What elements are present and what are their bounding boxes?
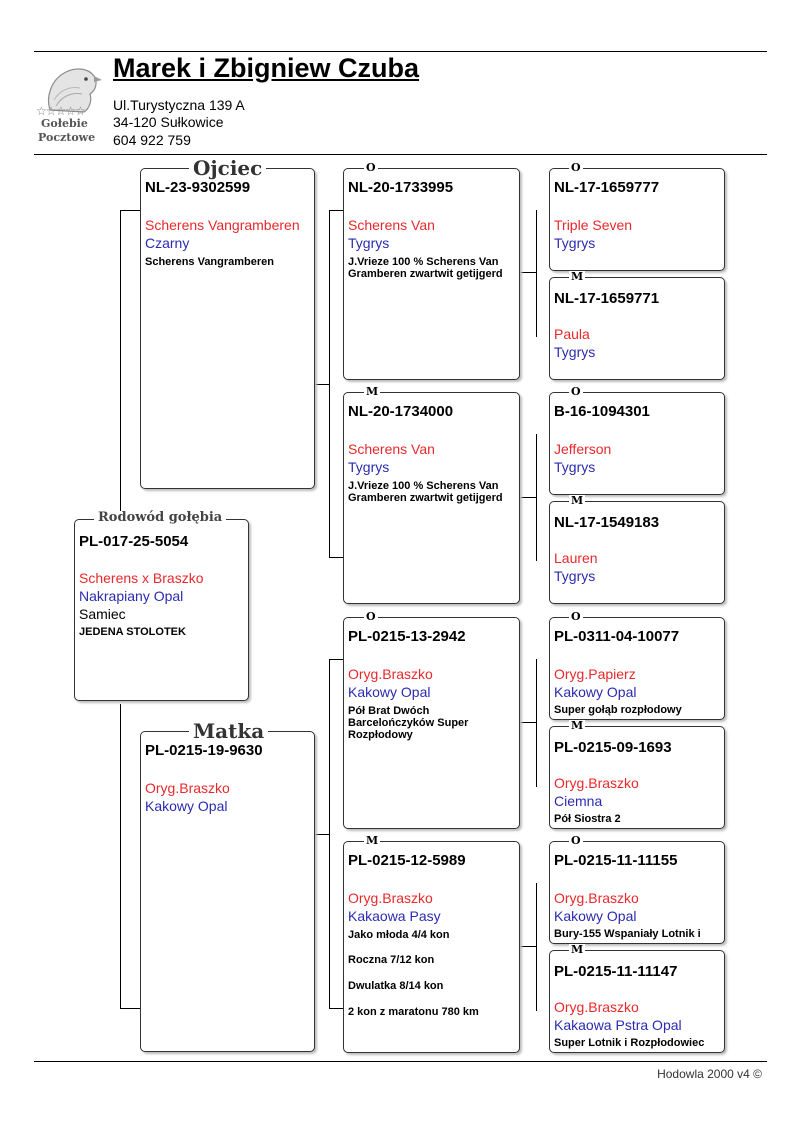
mm-ring-number: PL-0215-12-5989 <box>348 852 466 869</box>
father-line2: Czarny <box>145 235 190 251</box>
fmf-line2: Tygrys <box>554 459 596 475</box>
fmf-ring-number: B-16-1094301 <box>554 403 650 420</box>
main-note: JEDENA STOLOTEK <box>79 626 186 638</box>
mff-sire-mark: O <box>571 610 581 623</box>
main-line1: Scherens x Braszko <box>79 570 204 586</box>
ffm-line2: Tygrys <box>554 344 596 360</box>
mfm-line1: Oryg.Braszko <box>554 775 639 791</box>
paternal-grandfather-card[interactable] <box>343 168 520 380</box>
ff-line2: Tygrys <box>348 235 390 251</box>
great-grandparent-card[interactable] <box>549 617 725 720</box>
connector <box>329 557 343 558</box>
mm-note: 2 kon z maratonu 780 km <box>348 1006 479 1018</box>
connector <box>536 210 537 337</box>
connector <box>536 434 537 561</box>
mff-line1: Oryg.Papierz <box>554 666 636 682</box>
header-bottom-rule <box>34 154 767 155</box>
mm-dam-mark: M <box>366 834 379 847</box>
footer-text: Hodowla 2000 v4 © <box>657 1067 762 1081</box>
maternal-grandfather-card[interactable] <box>343 617 520 829</box>
logo-stars: ☆☆☆☆☆ <box>36 104 85 118</box>
ff-ring-number: NL-20-1733995 <box>348 179 454 196</box>
great-grandparent-card[interactable] <box>549 841 725 944</box>
mf-ring-number: PL-0215-13-2942 <box>348 628 466 645</box>
address-line2: 34-120 Sułkowice <box>113 114 224 130</box>
mfm-note: Pół Siostra 2 <box>554 813 621 825</box>
ff-sire-mark: O <box>366 161 376 174</box>
connector <box>520 946 536 947</box>
mother-line2: Kakowy Opal <box>145 798 228 814</box>
fm-line2: Tygrys <box>348 459 390 475</box>
fmf-sire-mark: O <box>571 385 581 398</box>
mmf-sire-mark: O <box>571 834 581 847</box>
fmm-dam-mark: M <box>571 494 584 507</box>
logo-text-line2: Pocztowe <box>38 131 96 144</box>
ffm-line1: Paula <box>554 326 590 342</box>
mmm-line2: Kakaowa Pstra Opal <box>554 1017 682 1033</box>
paternal-grandmother-card[interactable] <box>343 392 520 604</box>
great-grandparent-card[interactable] <box>549 726 725 829</box>
mother-line1: Oryg.Braszko <box>145 780 230 796</box>
mmm-dam-mark: M <box>571 943 584 956</box>
phone: 604 922 759 <box>113 132 191 148</box>
fm-note: J.Vrieze 100 % Scherens Van Gramberen zwartwit getijgerd <box>348 480 503 504</box>
great-grandparent-card[interactable] <box>549 168 725 271</box>
connector <box>329 210 343 211</box>
fff-line2: Tygrys <box>554 235 596 251</box>
mf-line1: Oryg.Braszko <box>348 666 433 682</box>
main-sex: Samiec <box>79 606 126 622</box>
fmf-line1: Jefferson <box>554 441 612 457</box>
connector <box>120 704 121 1009</box>
address-line1: Ul.Turystyczna 139 A <box>113 97 245 113</box>
mmf-line2: Kakowy Opal <box>554 908 637 924</box>
ffm-dam-mark: M <box>571 270 584 283</box>
mother-ring-number: PL-0215-19-9630 <box>145 742 263 759</box>
connector <box>120 1008 140 1009</box>
fm-ring-number: NL-20-1734000 <box>348 403 454 420</box>
great-grandparent-card[interactable] <box>549 392 725 495</box>
great-grandparent-card[interactable] <box>549 277 725 380</box>
great-grandparent-card[interactable] <box>549 501 725 604</box>
header-top-rule <box>34 51 767 52</box>
owner-name: Marek i Zbigniew Czuba <box>113 53 420 83</box>
logo <box>36 60 106 148</box>
main-line2: Nakrapiany Opal <box>79 588 184 604</box>
father-title: Ojciec <box>189 158 266 178</box>
connector <box>120 210 140 211</box>
mf-line2: Kakowy Opal <box>348 684 431 700</box>
father-ring-number: NL-23-9302599 <box>145 179 251 196</box>
mm-line2: Kakaowa Pasy <box>348 908 441 924</box>
connector <box>315 834 329 835</box>
mmf-ring-number: PL-0215-11-11155 <box>554 852 678 869</box>
mmm-note: Super Lotnik i Rozpłodowiec <box>554 1037 705 1049</box>
father-note: Scherens Vangramberen <box>145 256 275 268</box>
fff-ring-number: NL-17-1659777 <box>554 179 660 196</box>
ff-note: J.Vrieze 100 % Scherens Van Gramberen zwartwit getijgerd <box>348 256 503 280</box>
connector <box>315 384 329 385</box>
logo-text-line1: Gołebie <box>41 117 88 130</box>
father-card[interactable] <box>140 168 315 489</box>
mmf-line1: Oryg.Braszko <box>554 890 639 906</box>
connector <box>520 272 536 273</box>
fm-line1: Scherens Van <box>348 441 435 457</box>
connector <box>520 722 536 723</box>
mm-note: Jako młoda 4/4 kon <box>348 929 450 941</box>
connector <box>329 1008 343 1009</box>
footer-rule <box>34 1061 767 1062</box>
connector <box>329 659 343 660</box>
mmm-line1: Oryg.Braszko <box>554 999 639 1015</box>
mmf-note: Bury-155 Wspaniały Lotnik i <box>554 928 701 940</box>
maternal-grandmother-card[interactable] <box>343 841 520 1053</box>
fmm-line1: Lauren <box>554 550 598 566</box>
connector <box>120 210 121 522</box>
great-grandparent-card[interactable] <box>549 950 725 1053</box>
mm-line1: Oryg.Braszko <box>348 890 433 906</box>
fmm-ring-number: NL-17-1549183 <box>554 514 660 531</box>
connector <box>536 883 537 1011</box>
main-title: Rodowód gołębia <box>94 511 226 524</box>
mff-ring-number: PL-0311-04-10077 <box>554 628 680 645</box>
fff-sire-mark: O <box>571 161 581 174</box>
main-pigeon-card[interactable] <box>74 519 249 701</box>
mmm-ring-number: PL-0215-11-11147 <box>554 963 678 980</box>
connector <box>329 659 330 1009</box>
mother-title: Matka <box>189 721 268 741</box>
father-line1: Scherens Vangramberen <box>145 217 300 233</box>
mfm-dam-mark: M <box>571 719 584 732</box>
mf-note: Pół Brat Dwóch Barcelończyków Super Rozpłodowy <box>348 705 469 741</box>
mff-note: Super gołąb rozpłodowy <box>554 704 682 716</box>
connector <box>536 659 537 787</box>
mm-note: Roczna 7/12 kon <box>348 954 435 966</box>
main-ring-number: PL-017-25-5054 <box>79 533 189 550</box>
fff-line1: Triple Seven <box>554 217 633 233</box>
mf-sire-mark: O <box>366 610 376 623</box>
mfm-line2: Ciemna <box>554 793 603 809</box>
mff-line2: Kakowy Opal <box>554 684 637 700</box>
connector <box>329 210 330 558</box>
fm-dam-mark: M <box>366 385 379 398</box>
fmm-line2: Tygrys <box>554 568 596 584</box>
mm-note: Dwulatka 8/14 kon <box>348 980 444 992</box>
mfm-ring-number: PL-0215-09-1693 <box>554 739 672 756</box>
ffm-ring-number: NL-17-1659771 <box>554 290 660 307</box>
mother-card[interactable] <box>140 731 315 1052</box>
connector <box>520 497 536 498</box>
ff-line1: Scherens Van <box>348 217 435 233</box>
